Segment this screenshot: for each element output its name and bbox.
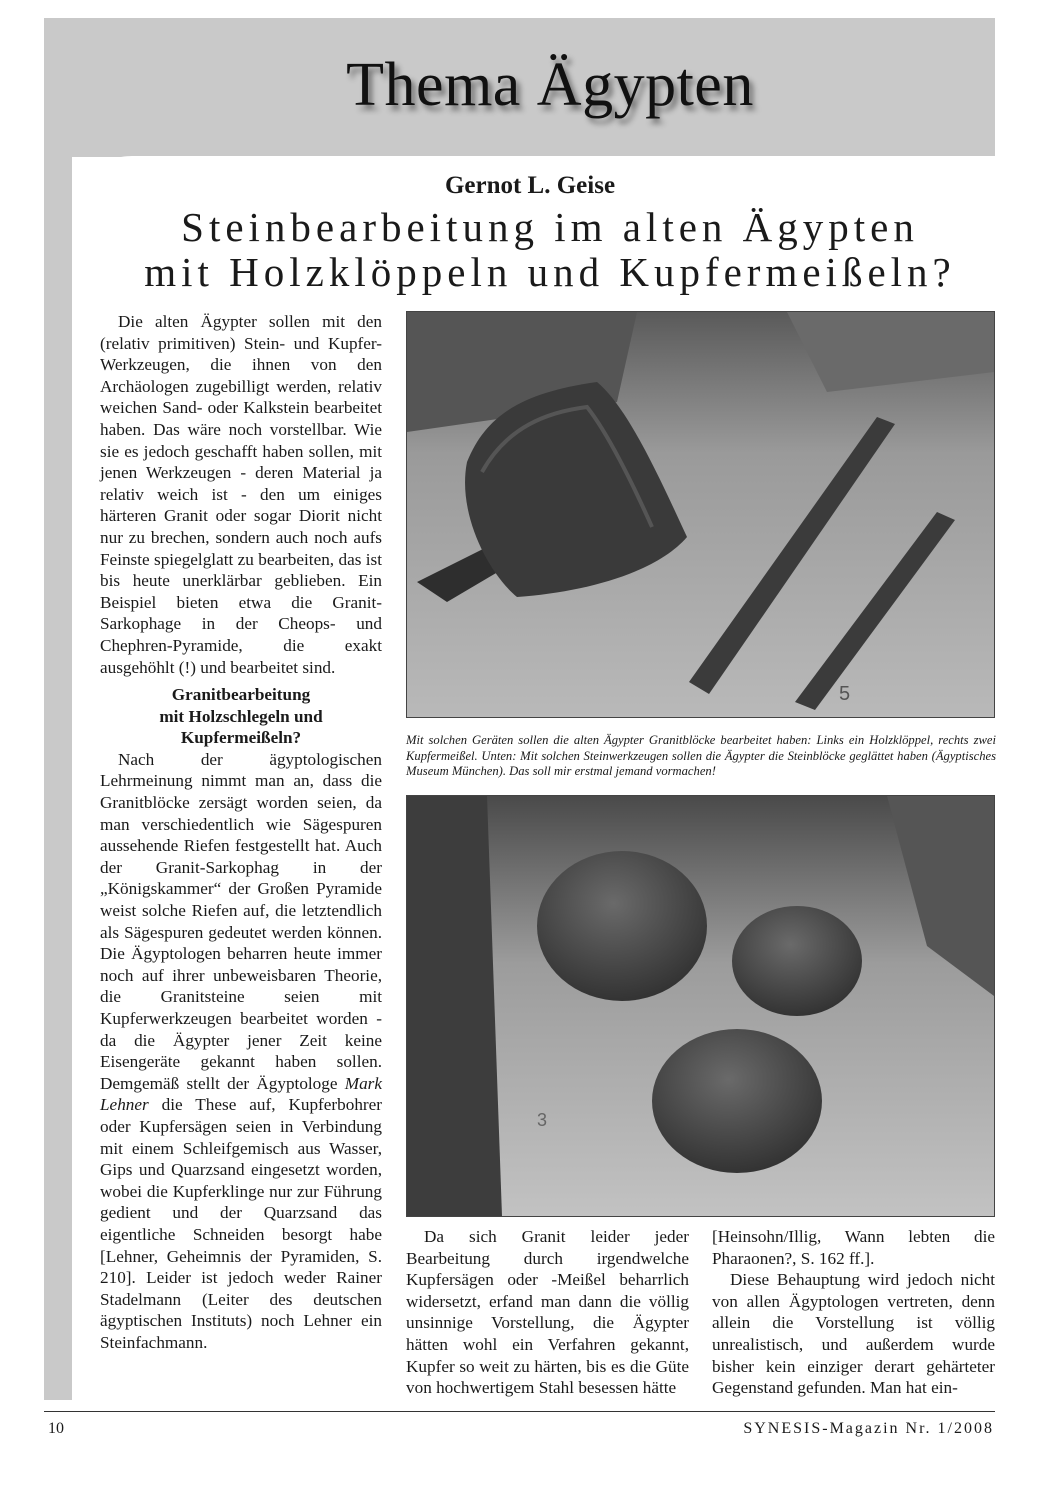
article-title-line-1: Steinbearbeitung im alten Ägypten [181, 204, 919, 250]
photo-tools [406, 311, 995, 718]
photo-stones [406, 795, 995, 1217]
person-name-italic: Mark Lehner [100, 1073, 382, 1115]
photo-caption: Mit solchen Geräten sollen die alten Ägypter Granitblöcke bearbeitet haben: Links ein Holzklöppel, rechts zwei Kupfermeißel. Unten: Mit solchen Steinwerkzeugen sollen die Ägypter die Steinblöcke geglättet haben (Ägyptisches Museum München). Das soll mir erstmal jemand vormachen! [406, 733, 996, 778]
subheading [100, 684, 382, 749]
paragraph-lehrmeinung-part-a: Nach der ägyptologischen Lehrmeinung nimmt man an, dass die Granitblöcke zersägt worden seien, da man verschiedentlich wie Sägespuren aussehende Riefen festgestellt hat. Auch der Granit-Sarkophag in der „Königskammer“ der Großen Pyramide weist solche Riefen auf, die letztendlich als Sägespuren gedeutet werden können. Die Ägyptologen beharren heute immer noch auf ihrer unbeweisbaren Theorie, die Granitsteine seien mit Kupferwerkzeugen bearbeitet worden - da die Ägypter jener Zeit keine Eisengeräte gekannt haben sollen. Demgemäß stellt der Ägyptologe [100, 749, 382, 1093]
subheading-line-3: Kupfermeißeln? [180, 728, 302, 748]
page-number: 10 [48, 1420, 64, 1437]
photo-stones-image [407, 796, 994, 1216]
article-title [80, 205, 1020, 295]
photo-tools-number-label: 5 [839, 683, 851, 705]
paragraph-granit-haerte: Da sich Granit leider jeder Bearbeitung durch irgendwelche Kupfersägen oder -Meißel beharrlich widersetzt, erfand man dann die völlig unsinnige Vorstellung, die Ägypter hätten wohl ein Verfahren gekannt, Kupfer so weit zu härten, bis es die Güte von hochwertigem Stahl besessen hätte [406, 1227, 689, 1398]
article-author: Gernot L. Geise [444, 172, 616, 199]
subheading-line-1: Granitbearbeitung [171, 685, 311, 705]
article-title-line-2: mit Holzklöppeln und Kupfermeißeln? [144, 249, 956, 295]
magazine-issue: SYNESIS-Magazin Nr. 1/2008 [743, 1420, 994, 1437]
footer-rule [44, 1411, 995, 1412]
paragraph-citation: [Heinsohn/Illig, Wann lebten die Pharaonen?, S. 162 ff.]. [712, 1227, 995, 1268]
paragraph-lehrmeinung [100, 749, 382, 1354]
paragraph-intro: Die alten Ägypter sollen mit den (relativ primitiven) Stein- und Kupfer-Werkzeugen, die ihnen von den Archäologen zugebilligt werden, relativ weichen Sand- oder Kalkstein bearbeitet haben. Das wäre noch vorstellbar. Wie sie es jedoch geschafft haben sollen, mit jenen Werkzeugen - deren Material ja relativ weich ist - den um einiges härteren Granit oder sogar Diorit nicht nur zu brechen, sondern auch noch aufs Feinste spiegelglatt zu bearbeiten, das ist bis heute unerklärbar geblieben. Ein Beispiel bieten etwa die Granit-Sarkophage in der Cheops- und Chephren-Pyramide, die exakt ausgehöhlt (!) und bearbeitet sind. [100, 312, 382, 677]
paragraph-behauptung: Diese Behauptung wird jedoch nicht von allen Ägyptologen vertreten, denn allein die Vorstellung ist völlig unrealistisch, und außerdem wurde bisher kein einziger derart gehärteter Gegenstand gefunden. Man hat ein- [712, 1270, 995, 1398]
subheading-line-2: mit Holzschlegeln und [159, 706, 323, 726]
text-column-left [100, 311, 382, 1354]
section-title: Thema Ägypten [346, 51, 754, 119]
paragraph-lehrmeinung-part-b: die These auf, Kupferbohrer oder Kupfersägen seien in Verbindung mit einem Schleifgemisch aus Wasser, Gips und Quarzsand eingesetzt worden, wobei die Kupferklinge nur zur Führung gedient und der Quarzsand das eigentliche Schneiden besorgt habe [Lehner, Geheimnis der Pyramiden, S. 210]. Leider ist jedoch weder Rainer Stadelmann (Leiter des deutschen ägyptischen Instituts) noch Lehner ein Steinfachmann. [100, 1095, 382, 1352]
photo-stones-number-label: 3 [537, 1110, 548, 1130]
text-column-right [712, 1226, 995, 1399]
photo-tools-image [407, 312, 994, 717]
text-column-middle [406, 1226, 689, 1399]
left-margin-bar [44, 150, 72, 1400]
